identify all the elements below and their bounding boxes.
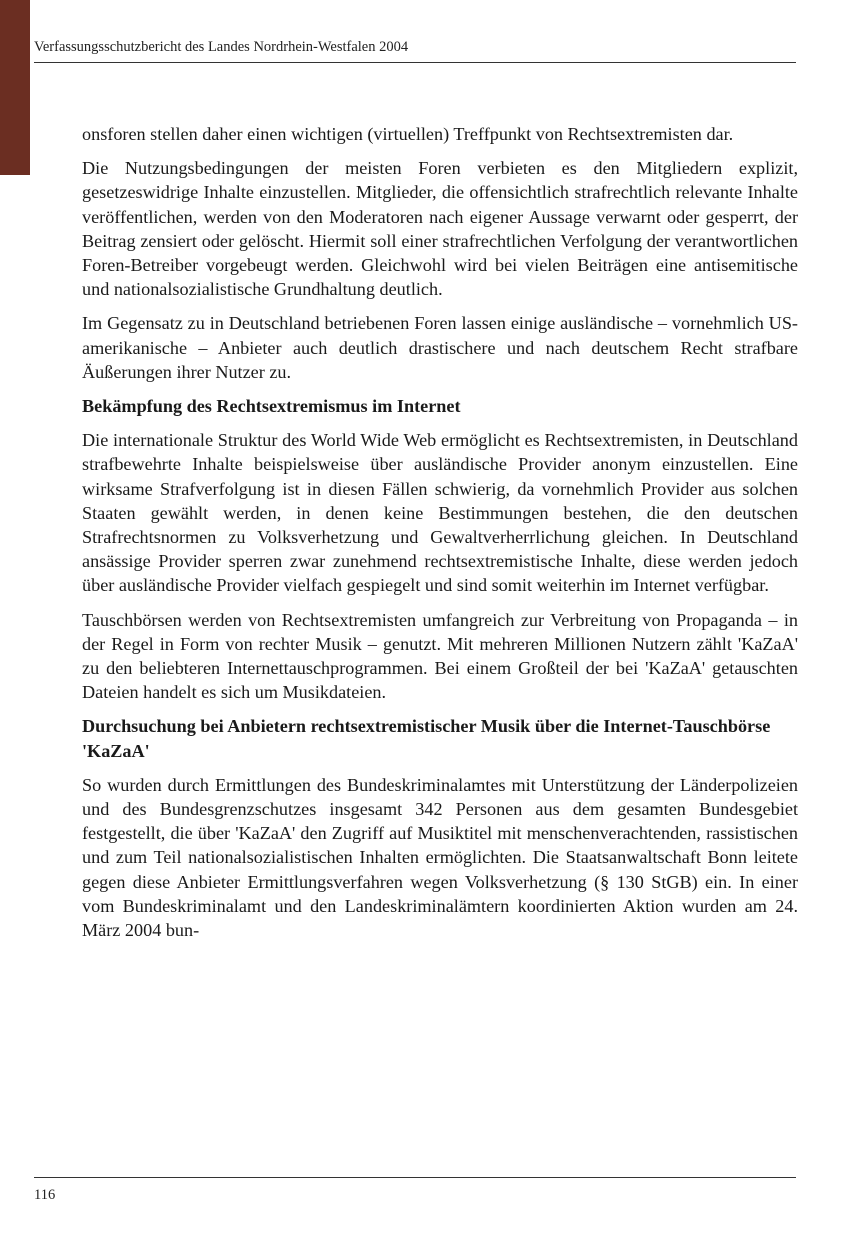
paragraph-6: So wurden durch Ermittlungen des Bundeskriminalamtes mit Unterstützung der Länderpolizeien und des Bundesgrenzschutzes insgesamt 342 Personen aus dem gesamten Bundesgebiet festgestellt, die über 'KaZaA' den Zugriff auf Musiktitel mit menschenverachtenden, rassistischen und zum Teil nationalsozialistischen Inhalten ermöglichten. Die Staatsanwaltschaft Bonn leitete gegen diese Anbieter Ermittlungsverfahren wegen Volksverhetzung (§ 130 StGB) ein. In einer vom Bundeskriminalamt und den Landeskriminalämtern koordinierten Aktion wurden am 24. März 2004 bun- [82,774,798,941]
page-body [82,122,798,952]
paragraph-2: Die Nutzungsbedingungen der meisten Foren verbieten es den Mitgliedern explizit, gesetzeswidrige Inhalte einzustellen. Mitglieder, die offensichtlich strafrechtlich relevante Inhalte veröffentlichen, werden von den Moderatoren nach eigener Aussage verwarnt oder gesperrt, der Beitrag zensiert oder gelöscht. Hiermit soll einer strafrechtlichen Verfolgung der verantwortlichen Foren-Betreiber vorgebeugt werden. Gleichwohl wird bei vielen Beiträgen eine antisemitische und nationalsozialistische Grundhaltung deutlich. [82,158,798,300]
paragraph-5: Tauschbörsen werden von Rechtsextremisten umfangreich zur Verbreitung von Propaganda – in der Regel in Form von rechter Musik – genutzt. Mit mehreren Millionen Nutzern zählt 'KaZaA' zu den beliebteren Internettauschprogrammen. Bei einem Großteil der bei 'KaZaA' getauschten Dateien handelt es sich um Musikdateien. [82,609,798,703]
header-rule [34,62,796,63]
paragraph-4: Die internationale Struktur des World Wide Web ermöglicht es Rechtsextremisten, in Deutschland strafbewehrte Inhalte beispielsweise über ausländische Provider anonym einzustellen. Eine wirksame Strafverfolgung ist in diesen Fällen schwierig, da vornehmlich Provider aus solchen Staaten gewählt werden, in denen keine Bestimmungen bestehen, die den deutschen Strafrechtsnormen zu Volksverhetzung und Gewaltverherrlichung gleichen. In Deutschland ansässige Provider sperren zwar zunehmend rechtsextremistische Inhalte, diese werden jedoch über ausländische Provider vielfach gespiegelt und sind somit weiterhin im Internet verfügbar. [82,430,798,596]
section-heading-1: Bekämpfung des Rechtsextremismus im Internet [82,396,461,417]
running-header: Verfassungsschutzbericht des Landes Nordrhein-Westfalen 2004 [34,39,409,55]
paragraph-3: Im Gegensatz zu in Deutschland betriebenen Foren lassen einige ausländische – vornehmlich US-amerikanische – Anbieter auch deutlich drastischere und nach deutschem Recht strafbare Äußerungen ihrer Nutzer zu. [82,313,798,382]
footer-rule [34,1177,796,1178]
paragraph-1: onsforen stellen daher einen wichtigen (virtuellen) Treffpunkt von Rechtsextremisten dar. [82,124,734,144]
section-heading-2: Durchsuchung bei Anbietern rechtsextremistischer Musik über die Internet-Tauschbörse 'KaZaA' [82,716,771,761]
page-number: 116 [34,1187,56,1203]
chapter-tab [0,0,30,175]
